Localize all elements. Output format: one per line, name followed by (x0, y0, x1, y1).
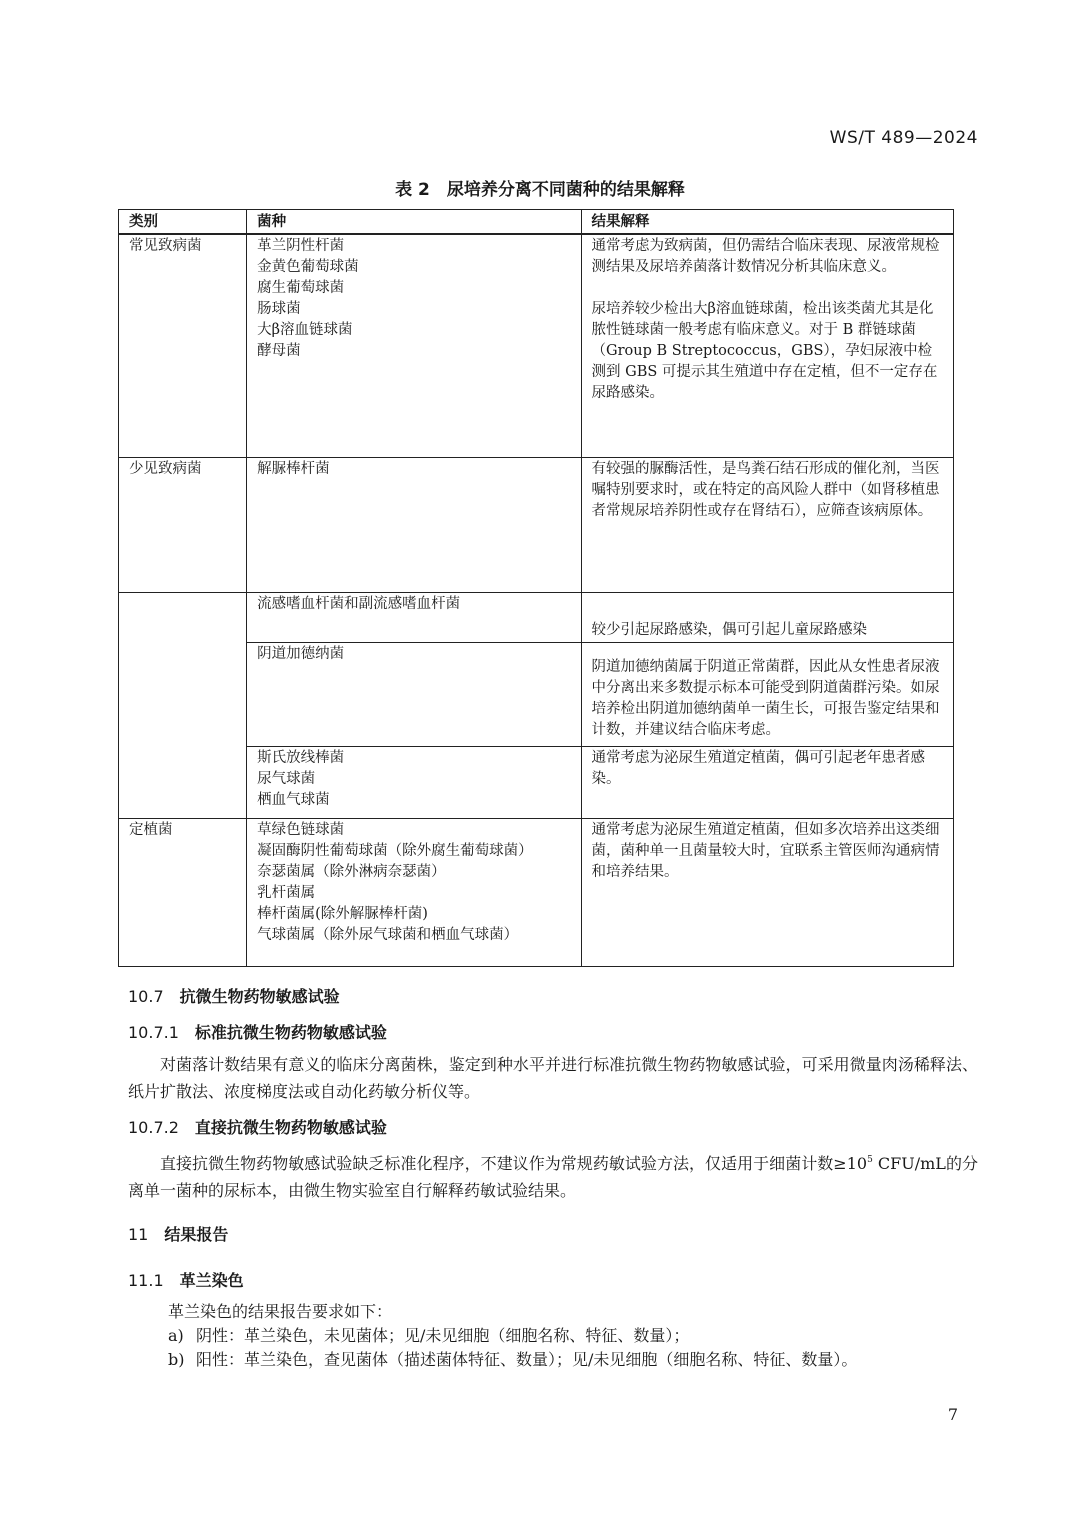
section-title: 直接抗微生物药物敏感试验 (194, 1118, 387, 1137)
section-heading-11 (128, 1222, 228, 1245)
body-text: 直接抗微生物药物敏感试验缺乏标准化程序，不建议作为常规药敏试验方法，仅适用于细菌计数≥10 (160, 1154, 868, 1173)
table-row (119, 234, 954, 457)
species-item: 棒杆菌属(除外解脲棒杆菌) (257, 905, 428, 922)
table-row (119, 457, 954, 592)
species-cell (247, 746, 581, 818)
list-item-text: 阴性：革兰染色，未见菌体；见/未见细胞（细胞名称、特征、数量）； (196, 1326, 690, 1345)
category-cell: 常见致病菌 (119, 234, 247, 457)
section-heading-11-1 (128, 1268, 244, 1291)
section-title: 革兰染色 (179, 1271, 244, 1290)
section-title: 抗微生物药物敏感试验 (179, 987, 340, 1006)
section-heading-10-7-1 (128, 1020, 387, 1043)
species-item: 腐生葡萄球菌 (257, 280, 345, 296)
interpretation-cell (581, 818, 953, 966)
results-table (118, 209, 954, 967)
interpretation-paragraph: 通常考虑为致病菌，但仍需结合临床表现、尿液常规检测结果及尿培养菌落计数情况分析其临床意义。 (591, 238, 940, 275)
species-item: 气球菌属（除外尿气球菌和栖血气球菌） (257, 926, 519, 943)
species-item: 栖血气球菌 (257, 791, 330, 808)
column-header-interpretation: 结果解释 (581, 210, 953, 235)
interpretation-cell (581, 642, 953, 746)
species-item: 革兰阴性杆菌 (257, 238, 345, 254)
list-item (168, 1348, 857, 1372)
exponent: 5 (867, 1155, 873, 1165)
interpretation-paragraph: 尿培养较少检出大β溶血链球菌，检出该类菌尤其是化脓性链球菌一般考虑有临床意义。对于 B 群链球菌（Group B Streptococcus，GBS），孕妇尿液中检测到 GBS 可提示其生殖道中存在定植，但不一定存在尿路感染。 (591, 301, 938, 401)
category-cell (119, 746, 247, 818)
column-header-species: 菌种 (247, 210, 581, 235)
species-item: 乳杆菌属 (257, 884, 316, 901)
interpretation-paragraph: 阴道加德纳菌属于阴道正常菌群，因此从女性患者尿液中分离出来多数提示标本可能受到阴道菌群污染。如尿培养检出阴道加德纳菌单一菌生长，可报告鉴定结果和计数，并建议结合临床考虑。 (591, 658, 940, 738)
list-marker: a) (168, 1326, 184, 1345)
section-number: 10.7.1 (128, 1023, 179, 1042)
species-item: 尿气球菌 (257, 770, 316, 787)
column-header-category: 类别 (119, 210, 247, 235)
table-row (119, 642, 954, 746)
interpretation-paragraph: 有较强的脲酶活性，是鸟粪石结石形成的催化剂，当医嘱特别要求时，或在特定的高风险人群中（如肾移植患者常规尿培养阴性或存在肾结石），应筛查该病原体。 (591, 460, 940, 519)
table-row (119, 592, 954, 642)
list-item-text: 阳性：革兰染色，查见菌体（描述菌体特征、数量）；见/未见细胞（细胞名称、特征、数量）。 (196, 1350, 858, 1369)
section-title: 结果报告 (164, 1225, 229, 1244)
interpretation-paragraph: 较少引起尿路感染，偶可引起儿童尿路感染 (591, 621, 868, 638)
list-item (168, 1324, 857, 1348)
interpretation-paragraph: 通常考虑为泌尿生殖道定植菌，但如多次培养出这类细菌，菌种单一且菌量较大时，宜联系主管医师沟通病情和培养结果。 (591, 821, 940, 880)
species-item: 流感嗜血杆菌和副流感嗜血杆菌 (257, 595, 461, 612)
table-title: 表 2 尿培养分离不同菌种的结果解释 (395, 180, 685, 200)
category-cell: 少见致病菌 (119, 457, 247, 592)
section-number: 11 (128, 1225, 149, 1244)
table-row (119, 746, 954, 818)
section-body (128, 1147, 978, 1204)
section-body: 对菌落计数结果有意义的临床分离菌株，鉴定到种水平并进行标准抗微生物药物敏感试验，可采用微量肉汤稀释法、纸片扩散法、浓度梯度法或自动化药敏分析仪等。 (128, 1055, 978, 1101)
species-item: 肠球菌 (257, 301, 301, 317)
species-item: 阴道加德纳菌 (257, 645, 345, 662)
species-item: 金黄色葡萄球菌 (257, 259, 359, 275)
list-intro: 革兰染色的结果报告要求如下： (168, 1302, 393, 1321)
section-heading-10-7 (128, 984, 340, 1007)
species-item: 凝固酶阴性葡萄球菌（除外腐生葡萄球菌） (257, 842, 533, 859)
interpretation-cell (581, 457, 953, 592)
species-cell (247, 592, 581, 642)
section-number: 11.1 (128, 1271, 164, 1290)
category-cell (119, 642, 247, 746)
section-title: 标准抗微生物药物敏感试验 (194, 1023, 387, 1042)
section-heading-10-7-2 (128, 1115, 387, 1138)
species-item: 斯氏放线棒菌 (257, 749, 345, 766)
standard-number: WS/T 489—2024 (829, 128, 978, 148)
interpretation-cell (581, 592, 953, 642)
species-cell (247, 457, 581, 592)
species-cell (247, 234, 581, 457)
gram-stain-report-list (168, 1300, 857, 1372)
interpretation-paragraph: 通常考虑为泌尿生殖道定植菌，偶可引起老年患者感染。 (591, 749, 926, 787)
species-item: 酵母菌 (257, 343, 301, 359)
species-item: 奈瑟菌属（除外淋病奈瑟菌） (257, 863, 446, 880)
species-cell (247, 818, 581, 966)
list-marker: b) (168, 1350, 185, 1369)
section-number: 10.7 (128, 987, 164, 1006)
page-number: 7 (947, 1405, 958, 1424)
category-cell: 定植菌 (119, 818, 247, 966)
body-text: CFU/mL的分离单一菌种的尿标本，由微生物实验室自行解释药敏试验结果。 (128, 1154, 978, 1200)
table-row (119, 818, 954, 966)
species-item: 大β溶血链球菌 (257, 322, 353, 338)
species-item: 草绿色链球菌 (257, 821, 345, 838)
category-cell (119, 592, 247, 642)
species-cell (247, 642, 581, 746)
species-item: 解脲棒杆菌 (257, 460, 330, 477)
interpretation-cell (581, 234, 953, 457)
table-header-row (119, 210, 954, 235)
interpretation-cell (581, 746, 953, 818)
section-number: 10.7.2 (128, 1118, 179, 1137)
